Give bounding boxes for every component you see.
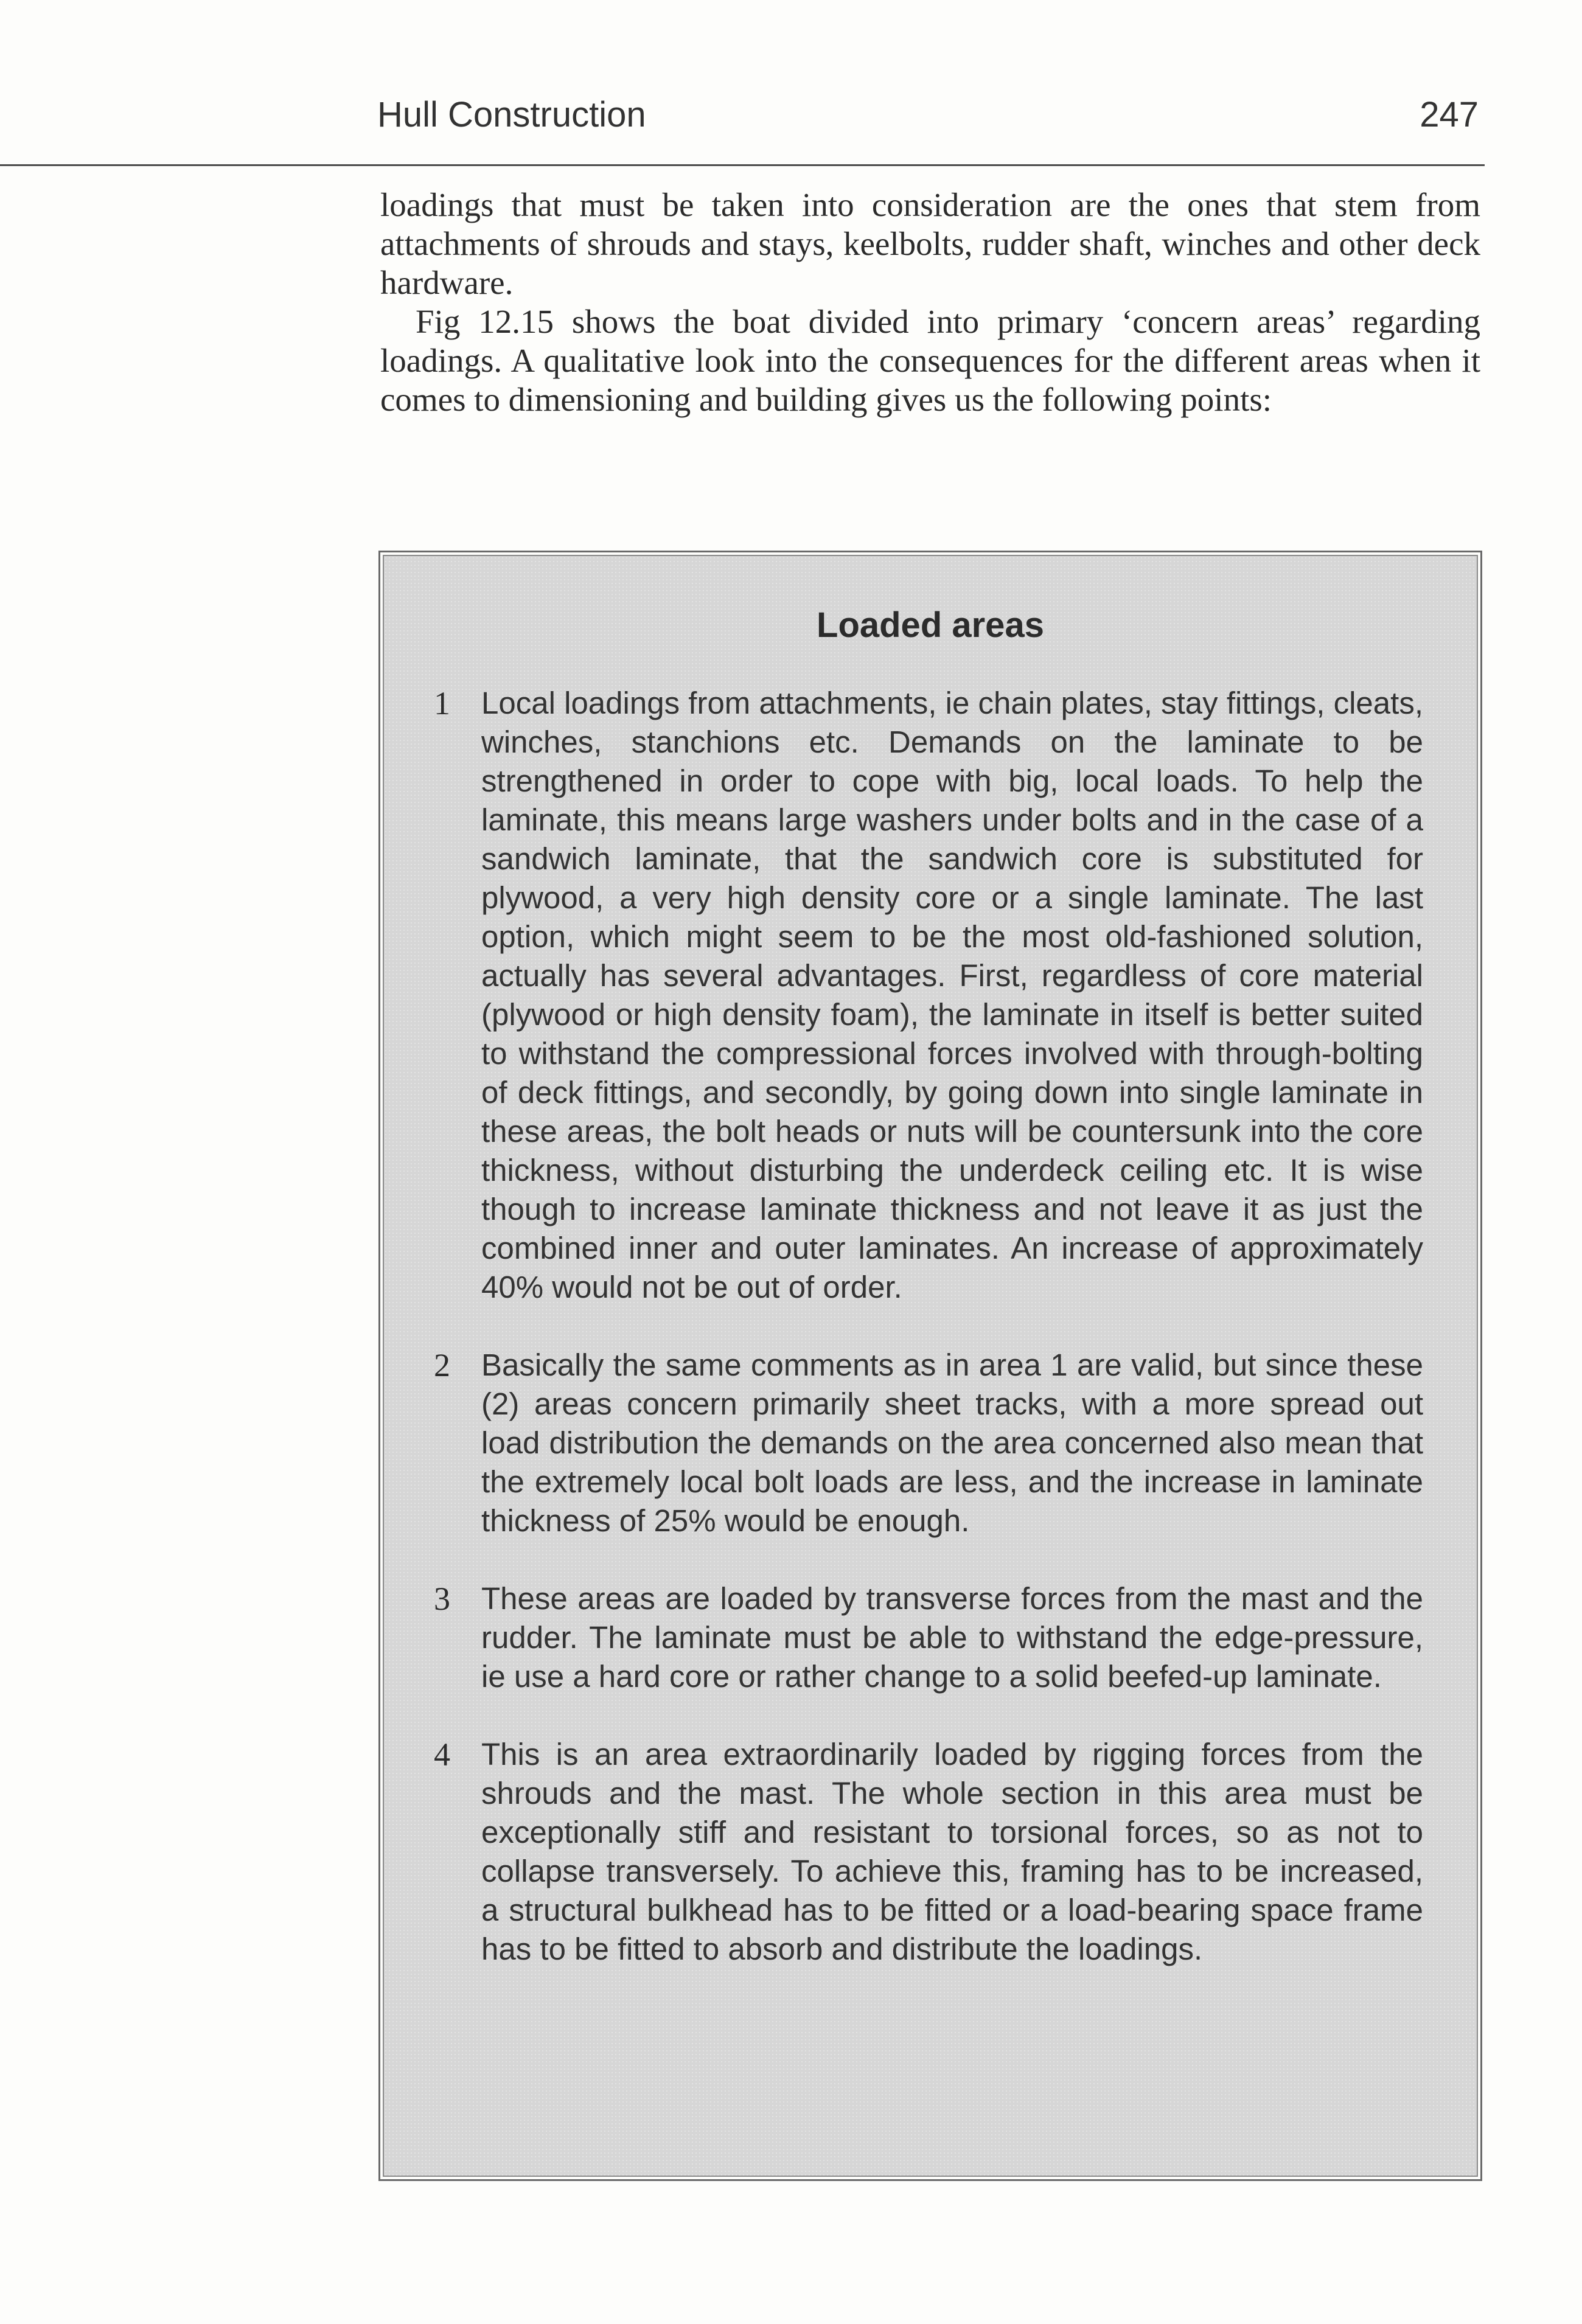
header-rule bbox=[0, 164, 1485, 166]
item-number: 2 bbox=[434, 1347, 450, 1383]
item-number: 4 bbox=[434, 1736, 450, 1773]
box-heading: Loaded areas bbox=[817, 605, 1044, 645]
item-text: These areas are loaded by transverse forces from the mast and the rudder. The laminate must be able to withstand the edge-pressure, ie use a hard core or rather change to a solid beefed-up laminate. bbox=[481, 1581, 1423, 1694]
item-number: 1 bbox=[434, 685, 450, 722]
list-item bbox=[384, 1346, 1477, 1540]
item-text: Local loadings from attachments, ie chain plates, stay fittings, cleats, winches, stanchions etc. Demands on the laminate to be strengthened in order to cope with big, local loads. To help the laminate, this means large washers under bolts and in the case of a sandwich laminate, that the sandwich core is substituted for plywood, a very high density core or a single laminate. The last option, which might seem to be the most old-fashioned solution, actually has several advantages. First, regardless of core material (plywood or high density foam), the laminate in itself is better suited to withstand the compressional forces involved with through-bolting of deck fittings, and secondly, by going down into single laminate in these areas, the bolt heads or nuts will be countersunk into the core thickness, without disturbing the underdeck ceiling etc. It is wise though to increase laminate thickness and not leave it as just the combined inner and outer laminates. An increase of approximately 40% would not be out of order. bbox=[481, 686, 1423, 1304]
list-item bbox=[384, 1735, 1477, 1969]
chapter-title: Hull Construction bbox=[377, 95, 646, 134]
page-number: 247 bbox=[1420, 95, 1479, 134]
body-text bbox=[380, 186, 1480, 419]
paragraph: loadings that must be taken into consideration are the ones that stem from attachments of shrouds and stays, keelbolts, rudder shaft, winches and other deck hardware. bbox=[380, 186, 1480, 301]
loaded-areas-box-inner bbox=[383, 555, 1478, 2177]
item-number: 3 bbox=[434, 1581, 450, 1617]
item-text: Basically the same comments as in area 1 are valid, but since these (2) areas concern primarily sheet tracks, with a more spread out load distribution the demands on the area concerned also mean that the extremely local bolt loads are less, and the increase in laminate thickness of 25% would be enough. bbox=[481, 1348, 1423, 1538]
running-header bbox=[377, 94, 1479, 149]
item-text: This is an area extraordinarily loaded by rigging forces from the shrouds and the mast. The whole section in this area must be exceptionally stiff and resistant to torsional forces, so as not to collapse transversely. To achieve this, framing has to be increased, a structural bulkhead has to be fitted or a load-bearing space frame has to be fitted to absorb and distribute the loadings. bbox=[481, 1737, 1423, 1966]
loaded-areas-list bbox=[384, 684, 1477, 2008]
paragraph: Fig 12.15 shows the boat divided into primary ‘concern areas’ regarding loadings. A qualitative look into the consequences for the different areas when it comes to dimensioning and building gives us the following points: bbox=[380, 303, 1480, 418]
list-item bbox=[384, 684, 1477, 1307]
loaded-areas-box bbox=[378, 551, 1482, 2181]
list-item bbox=[384, 1579, 1477, 1696]
